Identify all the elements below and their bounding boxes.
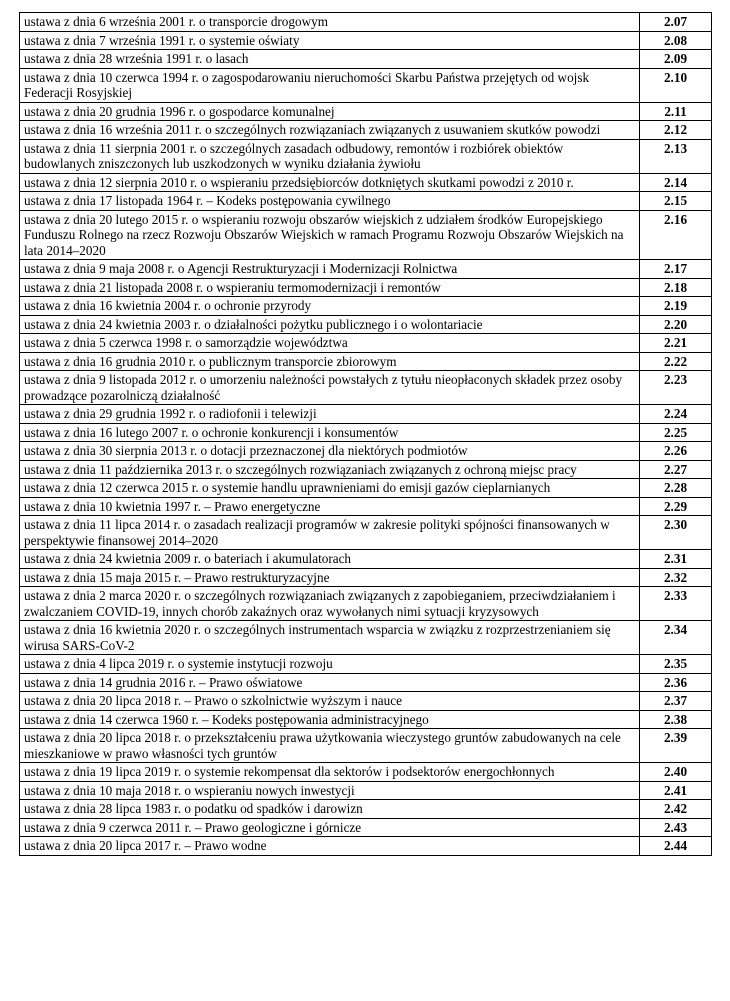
section-number-cell: 2.41 [640,781,712,800]
act-title-cell: ustawa z dnia 11 października 2013 r. o szczególnych rozwiązaniach związanych z ochroną miejsc pracy [20,460,640,479]
section-number-cell: 2.34 [640,621,712,655]
table-row [20,587,712,621]
section-number-cell: 2.15 [640,192,712,211]
table-row [20,173,712,192]
table-row [20,516,712,550]
section-number-cell: 2.28 [640,479,712,498]
table-row [20,278,712,297]
act-title-cell: ustawa z dnia 16 grudnia 2010 r. o publicznym transporcie zbiorowym [20,352,640,371]
table-row [20,121,712,140]
section-number-cell: 2.32 [640,568,712,587]
section-number-cell: 2.33 [640,587,712,621]
table-row [20,50,712,69]
document-page [19,12,711,856]
table-row [20,102,712,121]
section-number-cell: 2.29 [640,497,712,516]
section-number-cell: 2.13 [640,139,712,173]
section-number-cell: 2.42 [640,800,712,819]
table-row [20,479,712,498]
table-row [20,139,712,173]
table-row [20,297,712,316]
act-title-cell: ustawa z dnia 28 września 1991 r. o lasach [20,50,640,69]
act-title-cell: ustawa z dnia 17 listopada 1964 r. – Kodeks postępowania cywilnego [20,192,640,211]
table-row [20,673,712,692]
table-row [20,192,712,211]
section-number-cell: 2.08 [640,31,712,50]
act-title-cell: ustawa z dnia 29 grudnia 1992 r. o radiofonii i telewizji [20,405,640,424]
act-title-cell: ustawa z dnia 30 sierpnia 2013 r. o dotacji przeznaczonej dla niektórych podmiotów [20,442,640,461]
table-row [20,729,712,763]
law-rows [20,13,712,856]
table-row [20,315,712,334]
section-number-cell: 2.10 [640,68,712,102]
table-row [20,460,712,479]
section-number-cell: 2.14 [640,173,712,192]
table-row [20,260,712,279]
section-number-cell: 2.18 [640,278,712,297]
act-title-cell: ustawa z dnia 10 czerwca 1994 r. o zagospodarowaniu nieruchomości Skarbu Państwa przejętych od wojsk Federacji Rosyjskiej [20,68,640,102]
act-title-cell: ustawa z dnia 11 sierpnia 2001 r. o szczególnych zasadach odbudowy, remontów i rozbiórek obiektów budowlanych zniszczonych lub uszkodzonych w wyniku działania żywiołu [20,139,640,173]
section-number-cell: 2.11 [640,102,712,121]
act-title-cell: ustawa z dnia 10 kwietnia 1997 r. – Prawo energetyczne [20,497,640,516]
table-row [20,31,712,50]
section-number-cell: 2.36 [640,673,712,692]
section-number-cell: 2.44 [640,837,712,856]
law-index-table [19,12,712,856]
act-title-cell: ustawa z dnia 2 marca 2020 r. o szczególnych rozwiązaniach związanych z zapobieganiem, przeciwdziałaniem i zwalczaniem COVID-19, innych chorób zakaźnych oraz wywołanych nimi sytuacji kryzysowych [20,587,640,621]
act-title-cell: ustawa z dnia 12 czerwca 2015 r. o systemie handlu uprawnieniami do emisji gazów cieplarnianych [20,479,640,498]
section-number-cell: 2.09 [640,50,712,69]
table-row [20,763,712,782]
act-title-cell: ustawa z dnia 19 lipca 2019 r. o systemie rekompensat dla sektorów i podsektorów energochłonnych [20,763,640,782]
act-title-cell: ustawa z dnia 24 kwietnia 2009 r. o bateriach i akumulatorach [20,550,640,569]
section-number-cell: 2.31 [640,550,712,569]
section-number-cell: 2.21 [640,334,712,353]
act-title-cell: ustawa z dnia 20 grudnia 1996 r. o gospodarce komunalnej [20,102,640,121]
act-title-cell: ustawa z dnia 20 lutego 2015 r. o wspieraniu rozwoju obszarów wiejskich z udziałem środków Europejskiego Funduszu Rolnego na rzecz Rozwoju Obszarów Wiejskich w ramach Programu Rozwoju Obszarów Wiejskich na lata 2014–2020 [20,210,640,260]
table-row [20,655,712,674]
act-title-cell: ustawa z dnia 16 lutego 2007 r. o ochronie konkurencji i konsumentów [20,423,640,442]
act-title-cell: ustawa z dnia 16 kwietnia 2020 r. o szczególnych instrumentach wsparcia w związku z rozprzestrzenianiem się wirusa SARS-CoV-2 [20,621,640,655]
table-row [20,334,712,353]
section-number-cell: 2.17 [640,260,712,279]
table-row [20,568,712,587]
act-title-cell: ustawa z dnia 20 lipca 2018 r. o przekształceniu prawa użytkowania wieczystego gruntów zabudowanych na cele mieszkaniowe w prawo własności tych gruntów [20,729,640,763]
section-number-cell: 2.27 [640,460,712,479]
act-title-cell: ustawa z dnia 12 sierpnia 2010 r. o wspieraniu przedsiębiorców dotkniętych skutkami powodzi z 2010 r. [20,173,640,192]
table-row [20,210,712,260]
act-title-cell: ustawa z dnia 11 lipca 2014 r. o zasadach realizacji programów w zakresie polityki spójności finansowanych w perspektywie finansowej 2014–2020 [20,516,640,550]
section-number-cell: 2.39 [640,729,712,763]
table-row [20,710,712,729]
act-title-cell: ustawa z dnia 20 lipca 2018 r. – Prawo o szkolnictwie wyższym i nauce [20,692,640,711]
act-title-cell: ustawa z dnia 7 września 1991 r. o systemie oświaty [20,31,640,50]
table-row [20,550,712,569]
act-title-cell: ustawa z dnia 4 lipca 2019 r. o systemie instytucji rozwoju [20,655,640,674]
section-number-cell: 2.37 [640,692,712,711]
section-number-cell: 2.40 [640,763,712,782]
act-title-cell: ustawa z dnia 16 kwietnia 2004 r. o ochronie przyrody [20,297,640,316]
act-title-cell: ustawa z dnia 16 września 2011 r. o szczególnych rozwiązaniach związanych z usuwaniem skutków powodzi [20,121,640,140]
act-title-cell: ustawa z dnia 9 czerwca 2011 r. – Prawo geologiczne i górnicze [20,818,640,837]
section-number-cell: 2.19 [640,297,712,316]
table-row [20,781,712,800]
section-number-cell: 2.16 [640,210,712,260]
table-row [20,621,712,655]
table-row [20,837,712,856]
act-title-cell: ustawa z dnia 10 maja 2018 r. o wspieraniu nowych inwestycji [20,781,640,800]
act-title-cell: ustawa z dnia 9 listopada 2012 r. o umorzeniu należności powstałych z tytułu nieopłaconych składek przez osoby prowadzące pozarolniczą działalność [20,371,640,405]
act-title-cell: ustawa z dnia 6 września 2001 r. o transporcie drogowym [20,13,640,32]
section-number-cell: 2.26 [640,442,712,461]
act-title-cell: ustawa z dnia 24 kwietnia 2003 r. o działalności pożytku publicznego i o wolontariacie [20,315,640,334]
section-number-cell: 2.22 [640,352,712,371]
act-title-cell: ustawa z dnia 9 maja 2008 r. o Agencji Restrukturyzacji i Modernizacji Rolnictwa [20,260,640,279]
table-row [20,442,712,461]
section-number-cell: 2.25 [640,423,712,442]
act-title-cell: ustawa z dnia 20 lipca 2017 r. – Prawo wodne [20,837,640,856]
act-title-cell: ustawa z dnia 5 czerwca 1998 r. o samorządzie województwa [20,334,640,353]
act-title-cell: ustawa z dnia 14 grudnia 2016 r. – Prawo oświatowe [20,673,640,692]
act-title-cell: ustawa z dnia 14 czerwca 1960 r. – Kodeks postępowania administracyjnego [20,710,640,729]
table-row [20,68,712,102]
table-row [20,405,712,424]
table-row [20,800,712,819]
section-number-cell: 2.43 [640,818,712,837]
table-row [20,13,712,32]
table-row [20,423,712,442]
table-row [20,818,712,837]
section-number-cell: 2.07 [640,13,712,32]
section-number-cell: 2.30 [640,516,712,550]
section-number-cell: 2.35 [640,655,712,674]
table-row [20,692,712,711]
act-title-cell: ustawa z dnia 28 lipca 1983 r. o podatku od spadków i darowizn [20,800,640,819]
table-row [20,371,712,405]
section-number-cell: 2.24 [640,405,712,424]
table-row [20,497,712,516]
act-title-cell: ustawa z dnia 15 maja 2015 r. – Prawo restrukturyzacyjne [20,568,640,587]
section-number-cell: 2.38 [640,710,712,729]
table-row [20,352,712,371]
act-title-cell: ustawa z dnia 21 listopada 2008 r. o wspieraniu termomodernizacji i remontów [20,278,640,297]
section-number-cell: 2.23 [640,371,712,405]
section-number-cell: 2.20 [640,315,712,334]
section-number-cell: 2.12 [640,121,712,140]
